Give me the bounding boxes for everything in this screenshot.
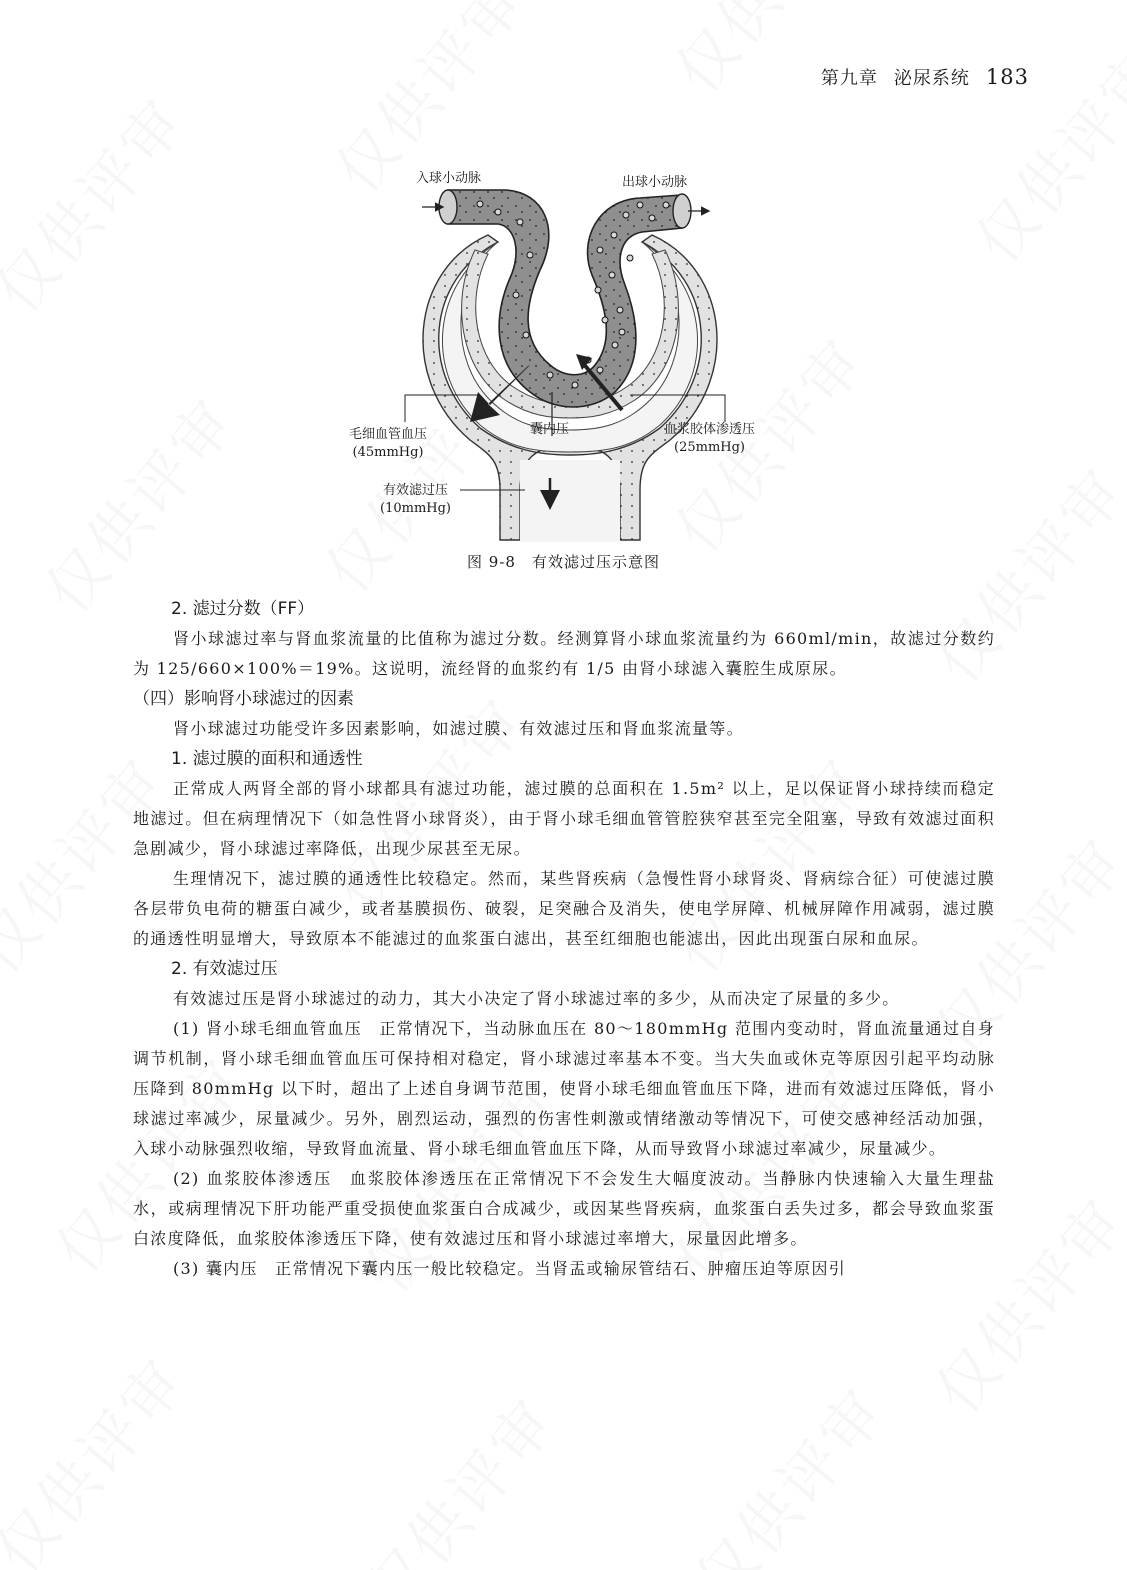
colloid-pressure-value: (25mmHg) bbox=[674, 440, 745, 455]
paragraph-colloid-pressure: (2) 血浆胶体渗透压 血浆胶体渗透压在正常情况下不会发生大幅度波动。当静脉内快速输入大量生理盐水，或病理情况下肝功能严重受损使血浆蛋白合成减少，或因某些肾疾病，血浆蛋白丢失过多，都会导致血浆蛋白浓度降低，血浆胶体渗透压下降，使有效滤过压和肾小球滤过率增大，尿量因此增多。 bbox=[133, 1169, 995, 1248]
label-colloid-pressure bbox=[664, 421, 755, 457]
label-capsule-pressure: 囊内压 bbox=[530, 422, 570, 437]
figure-caption: 图 9-8 有效滤过压示意图 bbox=[467, 553, 660, 571]
watermark bbox=[0, 1337, 203, 1570]
tubule-lumen bbox=[520, 460, 620, 542]
heading-membrane: 1. 滤过膜的面积和通透性 bbox=[171, 749, 363, 769]
watermark bbox=[673, 1367, 903, 1570]
label-effective-pressure bbox=[380, 482, 451, 518]
heading-factors: （四）影响肾小球滤过的因素 bbox=[133, 689, 354, 709]
heading-filtration-fraction: 2. 滤过分数（FF） bbox=[171, 599, 315, 619]
capillary-pressure-name: 毛细血管血压 bbox=[349, 427, 428, 442]
paragraph-membrane-permeability: 生理情况下，滤过膜的通透性比较稳定。然而，某些肾疾病（急慢性肾小球肾炎、肾病综合征）可使滤过膜各层带负电荷的糖蛋白减少，或者基膜损伤、破裂，足突融合及消失，使电学屏障、机械屏障作用减弱，滤过膜的通透性明显增大，导致原本不能滤过的血浆蛋白滤出，甚至红细胞也能滤出，因此出现蛋白尿和血尿。 bbox=[133, 869, 995, 948]
effective-pressure-value: (10mmHg) bbox=[380, 501, 451, 516]
colloid-pressure-name: 血浆胶体渗透压 bbox=[664, 422, 756, 437]
paragraph-effective-pressure: 有效滤过压是肾小球滤过的动力，其大小决定了肾小球滤过率的多少，从而决定了尿量的多少。 bbox=[173, 989, 900, 1008]
paragraph-filtration-fraction: 肾小球滤过率与肾血浆流量的比值称为滤过分数。经测算肾小球血浆流量约为 660ml/min，故滤过分数约为 125/660×100%＝19%。这说明，流经肾的血浆约有 1/5 由肾小球滤入囊腔生成原尿。 bbox=[133, 629, 995, 678]
watermark bbox=[23, 377, 253, 628]
effective-pressure-name: 有效滤过压 bbox=[382, 483, 448, 498]
label-efferent-arteriole: 出球小动脉 bbox=[622, 175, 688, 190]
heading-effective-pressure: 2. 有效滤过压 bbox=[171, 959, 278, 979]
paragraph-capillary-pressure: (1) 肾小球毛细血管血压 正常情况下，当动脉血压在 80～180mmHg 范围内变动时，肾血流量通过自身调节机制，肾小球毛细血管血压可保持相对稳定，肾小球滤过率基本不变。当大失血或休克等原因引起平均动脉压降到 80mmHg 以下时，超出了上述自身调节范围，使肾小球毛细血管血压下降，进而有效滤过压降低，肾小球滤过率减少，尿量减少。另外，剧烈运动，强烈的伤害性刺激或情绪激动等情况下，可使交感神经活动加强，入球小动脉强烈收缩，导致肾血流量、肾小球毛细血管血压下降，从而导致肾小球滤过率减少，尿量减少。 bbox=[133, 1019, 995, 1158]
chapter-label: 第九章 bbox=[820, 68, 878, 89]
paragraph-factors: 肾小球滤过功能受许多因素影响，如滤过膜、有效滤过压和肾血浆流量等。 bbox=[173, 719, 744, 738]
watermark bbox=[343, 1377, 573, 1570]
paragraph-membrane-area: 正常成人两肾全部的肾小球都具有滤过功能，滤过膜的总面积在 1.5m² 以上，足以保证肾小球持续而稳定地滤过。但在病理情况下（如急性肾小球肾炎），由于肾小球毛细血管管腔狭窄甚至完全阻塞，导致有效滤过面积急剧减少，肾小球滤过率降低，出现少尿甚至无尿。 bbox=[133, 779, 995, 858]
watermark bbox=[653, 0, 883, 109]
section-label: 泌尿系统 bbox=[893, 68, 970, 89]
label-afferent-arteriole: 入球小动脉 bbox=[416, 171, 482, 186]
body-text bbox=[133, 594, 995, 1284]
figure-9-8 bbox=[330, 160, 800, 550]
page-number: 183 bbox=[985, 65, 1029, 89]
running-header bbox=[821, 64, 1029, 90]
paragraph-capsule-pressure: (3) 囊内压 正常情况下囊内压一般比较稳定。当肾盂或输尿管结石、肿瘤压迫等原因引 bbox=[173, 1259, 847, 1278]
label-capillary-pressure bbox=[349, 426, 427, 462]
capillary-pressure-value: (45mmHg) bbox=[352, 445, 424, 460]
watermark bbox=[0, 77, 203, 328]
